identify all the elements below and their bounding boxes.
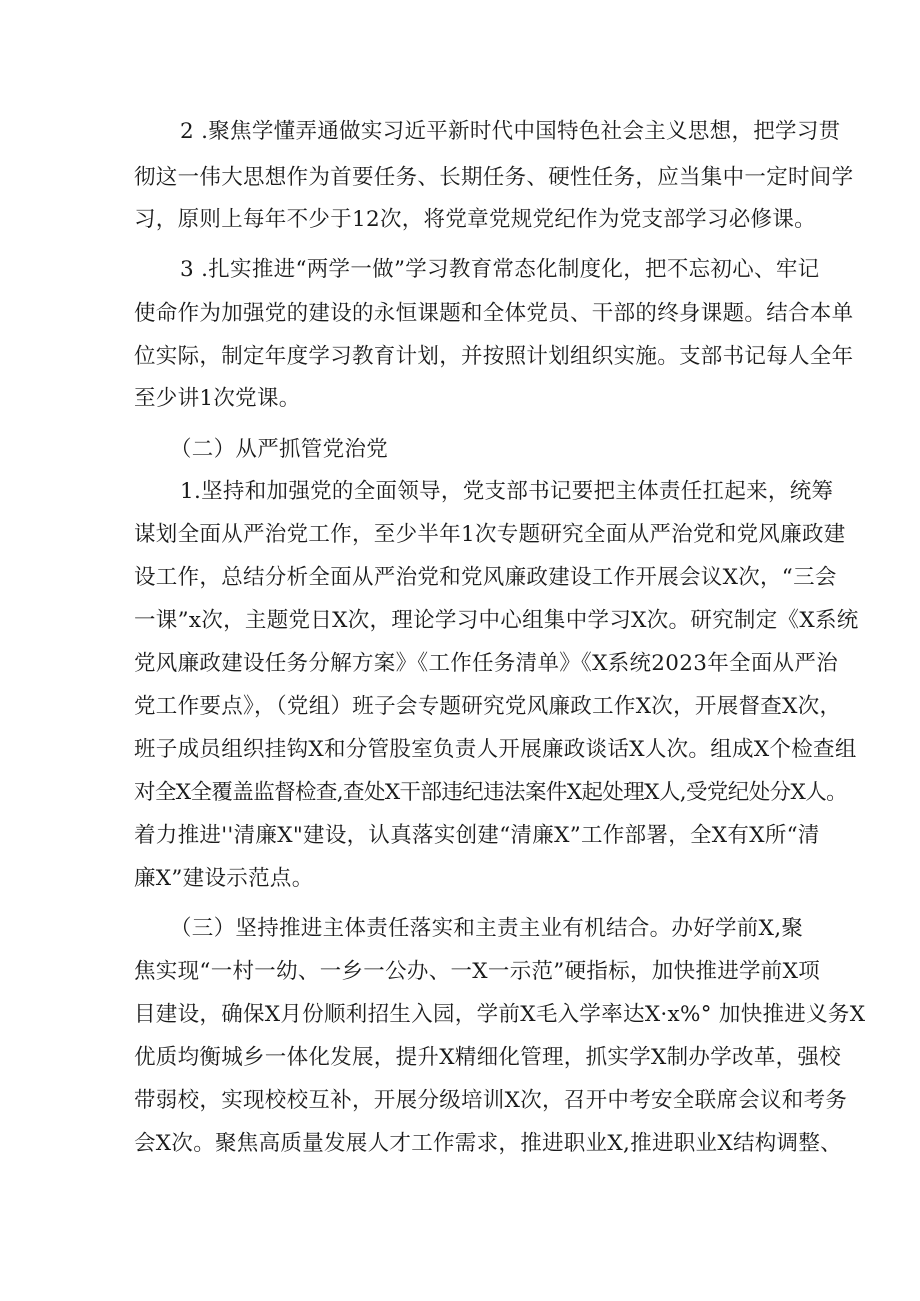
text-line: 党工作要点》，（党组）班子会专题研究党风廉政工作X次，开展督查X次， [134,694,842,719]
text-line: 党风廉政建设任务分解方案》《工作任务清单》《X系统2023年全面从严治 [134,651,839,676]
text-line: 1.坚持和加强党的全面领导，党支部书记要把主体责任扛起来，统筹 [180,479,834,504]
text-line: 习，原则上每年不少于12次，将党章党规党纪作为党支部学习必修课。 [134,207,816,232]
text-line: 设工作，总结分析全面从严治党和党风廉政建设工作开展会议X次，“三会 [134,565,837,590]
text-line: 廉X”建设示范点。 [134,866,314,891]
text-line: 目建设，确保X月份顺利招生入园，学前X毛入学率达X·x%° 加快推进义务X [134,1002,866,1027]
text-line: 着力推进''清廉X"建设，认真落实创建“清廉X”工作部署，全X有X所“清 [134,823,820,848]
text-line: 3 .扎实推进“两学一做”学习教育常态化制度化，把不忘初心、牢记 [180,257,820,282]
text-line: 使命作为加强党的建设的永恒课题和全体党员、干部的终身课题。结合本单 [134,301,854,326]
text-line: 2 .聚焦学懂弄通做实习近平新时代中国特色社会主义思想，把学习贯 [180,119,841,144]
section-heading: （三）坚持推进主体责任落实和主责主业有机结合。办好学前X,聚 [170,916,804,941]
text-line: 谋划全面从严治党工作，至少半年1次专题研究全面从严治党和党风廉政建 [134,522,846,547]
text-line: 班子成员组织挂钩X和分管股室负责人开展廉政谈话X人次。组成X个检查组 [134,737,857,762]
text-line: 焦实现“一村一幼、一乡一公办、一X一示范”硬指标，加快推进学前X项 [134,959,820,984]
text-line: 一课”x次，主题党日X次，理论学习中心组集中学习X次。研究制定《X系统 [134,608,859,633]
text-line: 对全X全覆盖监督检查,查处X干部违纪违法案件X起处理X人,受党纪处分X人。 [134,780,848,805]
text-line: 至少讲1次党课。 [134,386,301,411]
text-line: 位实际，制定年度学习教育计划，并按照计划组织实施。支部书记每人全年 [134,344,854,369]
text-line: 带弱校，实现校校互补，开展分级培训X次，召开中考安全联席会议和考务 [134,1088,848,1113]
text-line: 优质均衡城乡一体化发展，提升X精细化管理，抓实学X制办学改革，强校 [134,1045,842,1070]
text-line: 彻这一伟大思想作为首要任务、长期任务、硬性任务，应当集中一定时间学 [134,165,854,190]
section-heading: （二）从严抓管党治党 [170,437,389,462]
text-line: 会X次。聚焦高质量发展人才工作需求，推进职业X,推进职业X结构调整、 [134,1131,842,1156]
